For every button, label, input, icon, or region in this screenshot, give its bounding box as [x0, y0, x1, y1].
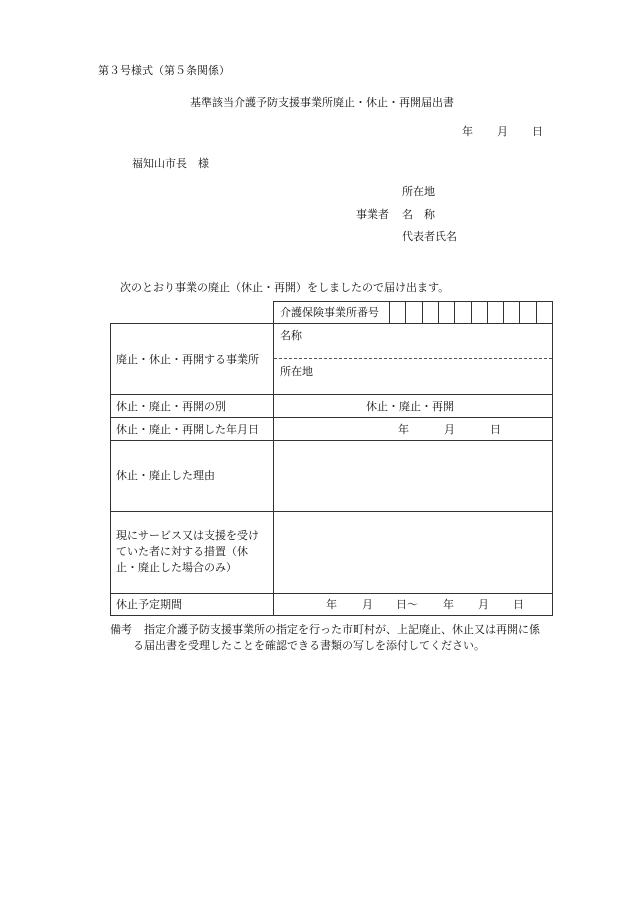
remarks-line1: 指定介護予防支援事業所の指定を行った市町村が、上記廃止、休止又は再開に係 [144, 623, 540, 636]
date-year: 年 [462, 125, 473, 138]
intro-text: 次のとおり事業の廃止（休止・再開）をしましたので届け出ます。 [120, 281, 450, 294]
period-end-year: 年 [443, 598, 454, 611]
period-start-month: 月 [362, 598, 373, 611]
applicant-label: 事業者 [356, 208, 389, 221]
period-label: 休止予定期間 [116, 598, 182, 611]
applicant-name-label: 名 称 [402, 208, 435, 221]
period-end-day: 日 [513, 598, 524, 611]
office-number-box-divider [487, 301, 488, 323]
type-label: 休止・廃止・再開の別 [116, 400, 226, 413]
office-number-box-divider [503, 301, 504, 323]
office-name-label: 名称 [280, 329, 302, 342]
document-title: 基準該当介護予防支援事業所廃止・休止・再開届出書 [190, 96, 454, 109]
period-start-year: 年 [326, 598, 337, 611]
measures-label-line1: 現にサービス又は支援を受け [116, 529, 259, 542]
reason-label: 休止・廃止した理由 [116, 469, 215, 482]
date-month: 月 [497, 125, 508, 138]
office-number-box-divider [454, 301, 455, 323]
date-month-field: 月 [444, 423, 455, 436]
period-start-day: 日～ [396, 598, 418, 611]
office-address-label: 所在地 [280, 365, 313, 378]
remarks-line2: る届出書を受理したことを確認できる書類の写しを添付してください。 [133, 639, 485, 652]
date-day: 日 [532, 125, 543, 138]
office-number-box-divider [422, 301, 423, 323]
office-number-box-divider [536, 301, 537, 323]
addressee: 福知山市長 様 [132, 157, 209, 170]
office-number-box-divider [438, 301, 439, 323]
period-end-month: 月 [478, 598, 489, 611]
office-number-box-divider [471, 301, 472, 323]
office-label: 廃止・休止・再開する事業所 [116, 353, 259, 366]
measures-label-line2: ていた者に対する措置（休 [116, 545, 248, 558]
measures-label-line3: 止・廃止した場合のみ） [116, 561, 237, 574]
remarks-label: 備考 [110, 623, 132, 636]
type-value: 休止・廃止・再開 [366, 400, 454, 413]
date-label: 休止・廃止・再開した年月日 [116, 423, 259, 436]
office-number-box-divider [405, 301, 406, 323]
applicant-representative-label: 代表者氏名 [402, 230, 457, 243]
office-number-label: 介護保険事業所番号 [280, 306, 379, 319]
date-year-field: 年 [398, 423, 409, 436]
form-number: 第３号様式（第５条関係） [98, 64, 230, 77]
applicant-address-label: 所在地 [402, 185, 435, 198]
date-day-field: 日 [490, 423, 501, 436]
office-number-box-divider [519, 301, 520, 323]
